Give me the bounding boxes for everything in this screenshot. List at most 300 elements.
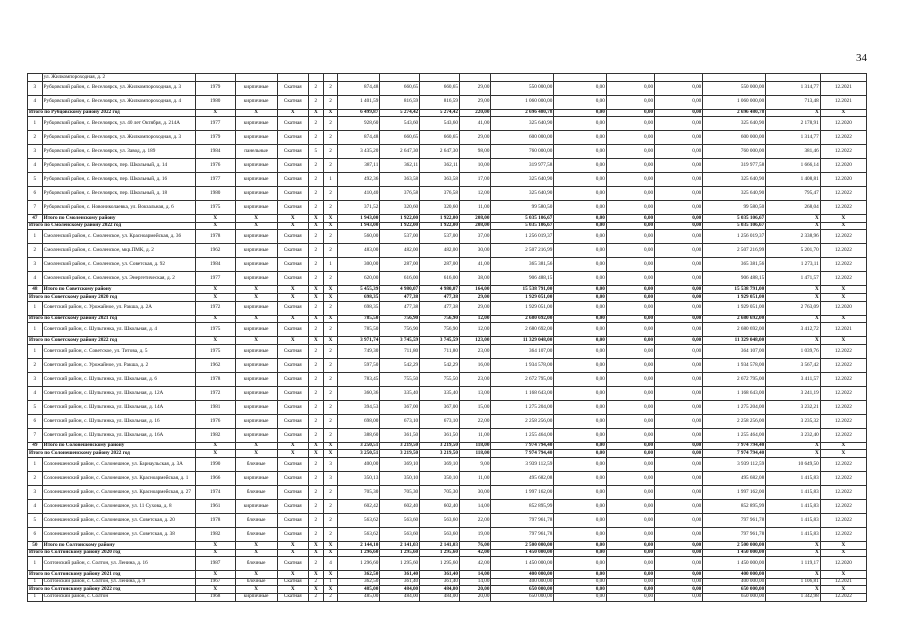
value-cell-s3: 477,38 — [420, 301, 460, 315]
value-cell-p: 17,00 — [459, 173, 490, 187]
entrances-cell: 2 — [323, 201, 338, 215]
year-cell: 1979 — [195, 131, 235, 145]
value-cell-s2: 660,65 — [380, 131, 420, 145]
value-cell-s1: 705,30 — [338, 485, 380, 499]
value-cell-c2: 0,00 — [554, 499, 606, 513]
year-cell: 1975 — [195, 344, 235, 358]
value-cell-c5: 325 640,90 — [703, 173, 766, 187]
floors-cell: X — [309, 222, 324, 230]
value-cell-s2: 350,10 — [380, 471, 420, 485]
entrances-cell: 2 — [323, 372, 338, 386]
address-cell: Советский район, с. Урожайное, ул. Ракша, д. 2 — [42, 358, 195, 372]
table-row — [28, 272, 867, 286]
value-cell-s1: 698,35 — [338, 293, 380, 301]
value-cell-c4: 0,00 — [655, 293, 703, 301]
value-cell-s3: 367,00 — [420, 400, 460, 414]
wall-material-cell: кирпичные — [235, 428, 277, 442]
value-cell-c3: 0,00 — [606, 372, 654, 386]
wall-material-cell: блочные — [235, 485, 277, 499]
value-cell-c2: 0,00 — [554, 344, 606, 358]
year-cell: X — [195, 571, 235, 579]
value-cell-c3: 0,00 — [606, 109, 654, 117]
table-body — [28, 74, 867, 602]
value-cell-s1: 928,60 — [338, 117, 380, 131]
deadline-cell: 12.2021 — [820, 323, 866, 337]
value-cell-u: X — [766, 442, 821, 450]
value-cell-c1: 852 895,99 — [491, 499, 554, 513]
value-cell-u: X — [766, 549, 821, 557]
value-cell-u: 1 342,98 — [766, 593, 821, 601]
value-cell-p: 14,00 — [459, 571, 490, 579]
value-cell-c2: 0,00 — [554, 557, 606, 571]
value-cell-c4: 0,00 — [655, 117, 703, 131]
table-row — [28, 301, 867, 315]
deadline-cell: 12.2022 — [820, 344, 866, 358]
deadline-cell: 12.2022 — [820, 400, 866, 414]
value-cell-s2: 361,40 — [380, 578, 420, 586]
wall-material-cell: X — [235, 541, 277, 549]
address-cell: Смоленский район, с. Смоленское, мкр.ПМК, д. 2 — [42, 244, 195, 258]
value-cell-c3: 0,00 — [606, 414, 654, 428]
row-number-cell — [28, 74, 43, 82]
floors-cell: 2 — [309, 578, 324, 586]
value-cell-p: 9,00 — [459, 457, 490, 471]
value-cell-c1: 760 000,00 — [491, 145, 554, 159]
value-cell-c5: 650 000,00 — [703, 586, 766, 594]
value-cell-s3: 362,11 — [420, 159, 460, 173]
deadline-cell: 12.2022 — [820, 131, 866, 145]
year-cell: X — [195, 450, 235, 458]
value-cell-s1: 560,00 — [338, 230, 380, 244]
value-cell-p: 220,00 — [459, 109, 490, 117]
wall-material-cell — [235, 74, 277, 82]
deadline-cell: X — [820, 337, 866, 345]
value-cell-s1: 563,62 — [338, 513, 380, 527]
table-row — [28, 471, 867, 485]
wall-material-cell: кирпичные — [235, 358, 277, 372]
total-label-cell: Итого по Рубцовскому району 2022 год — [28, 109, 196, 117]
floors-cell: 2 — [309, 527, 324, 541]
value-cell-c2: 0,00 — [554, 450, 606, 458]
value-cell-c2: 0,00 — [554, 513, 606, 527]
value-cell-c2: 0,00 — [554, 571, 606, 579]
entrances-cell: 2 — [323, 414, 338, 428]
value-cell-p: 11,00 — [459, 471, 490, 485]
entrances-cell: 3 — [323, 471, 338, 485]
value-cell-c3: 0,00 — [606, 95, 654, 109]
roof-type-cell — [277, 74, 308, 82]
value-cell-s1: 3 971,74 — [338, 337, 380, 345]
year-cell: X — [195, 293, 235, 301]
value-cell-s1: 620,00 — [338, 272, 380, 286]
wall-material-cell: кирпичные — [235, 414, 277, 428]
value-cell-c4: 0,00 — [655, 578, 703, 586]
value-cell-s1: 360,36 — [338, 386, 380, 400]
address-cell: Рубцовский район, с. Веселоярск, пер. Школьный, д. 16 — [42, 173, 195, 187]
value-cell-u: X — [766, 571, 821, 579]
value-cell-c3: 0,00 — [606, 301, 654, 315]
value-cell-c2: 0,00 — [554, 187, 606, 201]
row-number-cell: 7 — [28, 201, 43, 215]
value-cell-s3: 477,38 — [420, 293, 460, 301]
value-cell-s1: 698,00 — [338, 414, 380, 428]
value-cell-p: 29,00 — [459, 301, 490, 315]
value-cell-c3: 0,00 — [606, 471, 654, 485]
deadline-cell: 12.2021 — [820, 81, 866, 95]
value-cell-s2: 369,10 — [380, 457, 420, 471]
floors-cell: 2 — [309, 95, 324, 109]
entrances-cell: 2 — [323, 344, 338, 358]
value-cell-p: 16,00 — [459, 358, 490, 372]
roof-type-cell: Скатная — [277, 244, 308, 258]
year-cell: 1962 — [195, 244, 235, 258]
floors-cell: X — [309, 442, 324, 450]
row-number-cell: 1 — [28, 557, 43, 571]
deadline-cell: 12.2022 — [820, 187, 866, 201]
wall-material-cell: X — [235, 109, 277, 117]
value-cell-c4: 0,00 — [655, 557, 703, 571]
value-cell-u: 3 412,72 — [766, 323, 821, 337]
value-cell-s2: 543,60 — [380, 117, 420, 131]
floors-cell: X — [309, 450, 324, 458]
value-cell-c1: 5 035 106,67 — [491, 222, 554, 230]
deadline-cell: 12.2020 — [820, 173, 866, 187]
value-cell-s3: 660,65 — [420, 131, 460, 145]
value-cell-c3: 0,00 — [606, 187, 654, 201]
value-cell-c4: 0,00 — [655, 400, 703, 414]
roof-type-cell: Скатная — [277, 414, 308, 428]
roof-type-cell: Скатная — [277, 230, 308, 244]
value-cell-p: 12,00 — [459, 323, 490, 337]
entrances-cell: 2 — [323, 187, 338, 201]
value-cell-c4: 0,00 — [655, 286, 703, 294]
deadline-cell: X — [820, 215, 866, 223]
floors-cell: 2 — [309, 201, 324, 215]
roof-type-cell: Скатная — [277, 117, 308, 131]
value-cell-p: 118,00 — [459, 442, 490, 450]
value-cell-s3: 335,40 — [420, 386, 460, 400]
deadline-cell: 12.2022 — [820, 372, 866, 386]
roof-type-cell: Скатная — [277, 578, 308, 586]
value-cell-u: 3 241,19 — [766, 386, 821, 400]
value-cell-s3: 1 295,60 — [420, 549, 460, 557]
wall-material-cell: кирпичные — [235, 95, 277, 109]
value-cell-c4: 0,00 — [655, 187, 703, 201]
value-cell-u: X — [766, 541, 821, 549]
value-cell-s2: 477,38 — [380, 301, 420, 315]
value-cell-p: 29,00 — [459, 293, 490, 301]
roof-type-cell: Скатная — [277, 258, 308, 272]
floors-cell: 2 — [309, 187, 324, 201]
entrances-cell: 2 — [323, 301, 338, 315]
value-cell-c4: 0,00 — [655, 571, 703, 579]
floors-cell: X — [309, 549, 324, 557]
value-cell-c3: 0,00 — [606, 358, 654, 372]
value-cell-c3: 0,00 — [606, 586, 654, 594]
value-cell-s3: 3 745,59 — [420, 337, 460, 345]
value-cell-c4: 0,00 — [655, 527, 703, 541]
value-cell-p: 29,00 — [459, 95, 490, 109]
value-cell-c3: 0,00 — [606, 400, 654, 414]
value-cell-s2: 482,00 — [380, 244, 420, 258]
table-row — [28, 593, 867, 601]
address-cell: Советский район, с. Советское, ул. Титова, д. 5 — [42, 344, 195, 358]
value-cell-c2: 0,00 — [554, 145, 606, 159]
address-cell: Солонешенский район, с. Солонешное, ул. Красноармейская, д. 1 — [42, 471, 195, 485]
value-cell-u: 1 415,83 — [766, 499, 821, 513]
row-number-cell: 3 — [28, 372, 43, 386]
roof-type-cell: Скатная — [277, 527, 308, 541]
value-cell-u: 2 338,96 — [766, 230, 821, 244]
value-cell-c5: 760 000,00 — [703, 145, 766, 159]
row-number-cell: 1 — [28, 323, 43, 337]
value-cell-c5: 650 000,00 — [703, 593, 766, 601]
table-row — [28, 173, 867, 187]
value-cell-s3: 350,10 — [420, 471, 460, 485]
value-cell-s3: 816,59 — [420, 95, 460, 109]
value-cell-c2: 0,00 — [554, 358, 606, 372]
value-cell-s1: 783,45 — [338, 372, 380, 386]
value-cell-c5: 1 256 019,37 — [703, 230, 766, 244]
value-cell-s2: 756,90 — [380, 323, 420, 337]
value-cell-s2: 361,50 — [380, 428, 420, 442]
roof-type-cell: X — [277, 442, 308, 450]
table-row — [28, 400, 867, 414]
total-row — [28, 586, 867, 594]
value-cell-p: 42,00 — [459, 549, 490, 557]
value-cell-s2: 705,30 — [380, 485, 420, 499]
value-cell-c5: 365 381,56 — [703, 258, 766, 272]
value-cell-c2: 0,00 — [554, 109, 606, 117]
value-cell-c5: 7 974 794,40 — [703, 450, 766, 458]
year-cell: 1982 — [195, 428, 235, 442]
value-cell-s1: 1 296,60 — [338, 557, 380, 571]
value-cell-s1: 3 250,51 — [338, 450, 380, 458]
roof-type-cell: Скатная — [277, 485, 308, 499]
row-number-cell: 4 — [28, 499, 43, 513]
row-number-cell: 3 — [28, 145, 43, 159]
value-cell-c2: 0,00 — [554, 117, 606, 131]
value-cell-c5: 1 060 000,00 — [703, 95, 766, 109]
year-cell: 1982 — [195, 527, 235, 541]
value-cell-c4: 0,00 — [655, 109, 703, 117]
row-number-cell: 5 — [28, 173, 43, 187]
row-number-cell: 7 — [28, 428, 43, 442]
wall-material-cell: кирпичные — [235, 117, 277, 131]
value-cell-p: 98,00 — [459, 145, 490, 159]
entrances-cell: X — [323, 315, 338, 323]
value-cell-c1: 600 000,00 — [491, 131, 554, 145]
value-cell-c2: 0,00 — [554, 173, 606, 187]
floors-cell: X — [309, 293, 324, 301]
value-cell-p: 42,00 — [459, 557, 490, 571]
value-cell-s2: 1 922,00 — [380, 215, 420, 223]
floors-cell: 2 — [309, 131, 324, 145]
value-cell-u: 3 232,40 — [766, 428, 821, 442]
roof-type-cell: Скатная — [277, 159, 308, 173]
wall-material-cell: X — [235, 549, 277, 557]
table-row — [28, 457, 867, 471]
value-cell-s3: 673,10 — [420, 414, 460, 428]
entrances-cell: 2 — [323, 513, 338, 527]
value-cell-s3: 543,60 — [420, 117, 460, 131]
value-cell-s3 — [420, 74, 460, 82]
floors-cell: 2 — [309, 485, 324, 499]
value-cell-c5: 797 961,78 — [703, 513, 766, 527]
entrances-cell: X — [323, 541, 338, 549]
value-cell-c3: 0,00 — [606, 571, 654, 579]
table-row — [28, 159, 867, 173]
year-cell: 1984 — [195, 145, 235, 159]
entrances-cell: 4 — [323, 557, 338, 571]
roof-type-cell: Скатная — [277, 95, 308, 109]
value-cell-s3: 660,65 — [420, 81, 460, 95]
value-cell-c5: 2 696 480,78 — [703, 109, 766, 117]
value-cell-c1: 99 580,50 — [491, 201, 554, 215]
value-cell-s3: 2 141,03 — [420, 541, 460, 549]
value-cell-c5: 1 997 162,00 — [703, 485, 766, 499]
year-cell: X — [195, 442, 235, 450]
floors-cell: X — [309, 337, 324, 345]
entrances-cell: 2 — [323, 81, 338, 95]
floors-cell: 2 — [309, 457, 324, 471]
total-row — [28, 293, 867, 301]
value-cell-c3: 0,00 — [606, 286, 654, 294]
value-cell-s3: 755,50 — [420, 372, 460, 386]
wall-material-cell: блочные — [235, 557, 277, 571]
value-cell-c3: 0,00 — [606, 117, 654, 131]
roof-type-cell: X — [277, 315, 308, 323]
floors-cell: 2 — [309, 117, 324, 131]
value-cell-c1: 1 060 000,00 — [491, 95, 554, 109]
value-cell-u: 2 763,09 — [766, 301, 821, 315]
deadline-cell: 12.2022 — [820, 593, 866, 601]
value-cell-c2: 0,00 — [554, 159, 606, 173]
value-cell-s2: 363,58 — [380, 173, 420, 187]
floors-cell: 5 — [309, 145, 324, 159]
value-cell-p: 29,00 — [459, 131, 490, 145]
year-cell: X — [195, 109, 235, 117]
entrances-cell: 2 — [323, 131, 338, 145]
value-cell-s3: 5 274,42 — [420, 109, 460, 117]
value-cell-s2: 602,40 — [380, 499, 420, 513]
value-cell-c4: 0,00 — [655, 131, 703, 145]
table-row — [28, 499, 867, 513]
value-cell-c4: 0,00 — [655, 450, 703, 458]
value-cell-c1: 364 107,00 — [491, 344, 554, 358]
value-cell-p: 22,00 — [459, 513, 490, 527]
value-cell-p: 12,00 — [459, 187, 490, 201]
value-cell-s3: 602,40 — [420, 499, 460, 513]
deadline-cell: 12.2022 — [820, 272, 866, 286]
value-cell-c1: 5 035 106,67 — [491, 215, 554, 223]
entrances-cell: 2 — [323, 272, 338, 286]
value-cell-p: 11,00 — [459, 201, 490, 215]
value-cell-c3: 0,00 — [606, 293, 654, 301]
value-cell-s2: 755,50 — [380, 372, 420, 386]
address-cell: Солонешенский район, с. Солонешное, ул. Красноармейская, д. 27 — [42, 485, 195, 499]
year-cell: X — [195, 315, 235, 323]
floors-cell: 2 — [309, 593, 324, 601]
total-label-cell: Итого по Смоленскому району — [42, 215, 195, 223]
value-cell-u: X — [766, 222, 821, 230]
entrances-cell: 1 — [323, 258, 338, 272]
value-cell-c1: 325 640,90 — [491, 117, 554, 131]
floors-cell: X — [309, 586, 324, 594]
value-cell-s3: 320,60 — [420, 201, 460, 215]
value-cell-p: 37,00 — [459, 230, 490, 244]
year-cell: X — [195, 549, 235, 557]
address-cell: Солтонский район, с. Солтон, ул. Ленина, д. 9 — [42, 578, 195, 586]
value-cell-s2: 816,59 — [380, 95, 420, 109]
row-number-cell: 1 — [28, 578, 43, 586]
value-cell-c4: 0,00 — [655, 272, 703, 286]
value-cell-s2: 367,00 — [380, 400, 420, 414]
year-cell: 1974 — [195, 485, 235, 499]
value-cell-c2: 0,00 — [554, 428, 606, 442]
value-cell-u: X — [766, 286, 821, 294]
address-cell: Смоленский район, с. Смоленское, ул. Советская, д. 92 — [42, 258, 195, 272]
address-cell: Советский район, с. Шульгинка, ул. Школьная, д. 16А — [42, 428, 195, 442]
entrances-cell: 2 — [323, 358, 338, 372]
deadline-cell — [820, 74, 866, 82]
value-cell-c4: 0,00 — [655, 442, 703, 450]
value-cell-u: 1 415,83 — [766, 513, 821, 527]
deadline-cell: 12.2020 — [820, 301, 866, 315]
wall-material-cell: кирпичные — [235, 230, 277, 244]
value-cell-s2: 673,10 — [380, 414, 420, 428]
value-cell-c1: 2 672 795,00 — [491, 372, 554, 386]
total-label-cell: Итого по Солтонскому району 2022 год — [28, 586, 196, 594]
roof-type-cell: Скатная — [277, 372, 308, 386]
entrances-cell: X — [323, 586, 338, 594]
address-cell: Рубцовский район, с. Веселоярск, ул. Жилкомпороходная, д. 4 — [42, 95, 195, 109]
value-cell-p: 41,00 — [459, 258, 490, 272]
roof-type-cell: X — [277, 571, 308, 579]
value-cell-s3: 537,00 — [420, 230, 460, 244]
value-cell-c3: 0,00 — [606, 457, 654, 471]
address-cell: Солтонский район, с. Солтон — [42, 593, 195, 601]
value-cell-c3: 0,00 — [606, 323, 654, 337]
value-cell-p: 15,00 — [459, 400, 490, 414]
housing-repair-table — [27, 73, 867, 602]
row-number-cell: 6 — [28, 414, 43, 428]
wall-material-cell: кирпичные — [235, 400, 277, 414]
address-cell: Рубцовский район, с. Веселоярск, пер. Школьный, д. 18 — [42, 187, 195, 201]
roof-type-cell: Скатная — [277, 323, 308, 337]
address-cell: Советский район, с. Шульгинка, ул. Школьная, д. 4 — [42, 323, 195, 337]
wall-material-cell: кирпичные — [235, 81, 277, 95]
value-cell-c1: 1 997 162,00 — [491, 485, 554, 499]
wall-material-cell: кирпичные — [235, 323, 277, 337]
table-row — [28, 485, 867, 499]
value-cell-p: 19,00 — [459, 527, 490, 541]
year-cell: X — [195, 286, 235, 294]
deadline-cell: 12.2022 — [820, 358, 866, 372]
address-cell: Рубцовский район, с. Веселоярск, ул. Завод, д. 189 — [42, 145, 195, 159]
value-cell-c4: 0,00 — [655, 173, 703, 187]
row-number-cell: 5 — [28, 513, 43, 527]
year-cell: 1962 — [195, 358, 235, 372]
value-cell-u: 1 314,77 — [766, 81, 821, 95]
value-cell-s3: 1 922,00 — [420, 222, 460, 230]
entrances-cell: 2 — [323, 428, 338, 442]
value-cell-c4: 0,00 — [655, 499, 703, 513]
year-cell: 1978 — [195, 513, 235, 527]
table-row — [28, 95, 867, 109]
year-cell: 1978 — [195, 372, 235, 386]
entrances-cell: X — [323, 442, 338, 450]
